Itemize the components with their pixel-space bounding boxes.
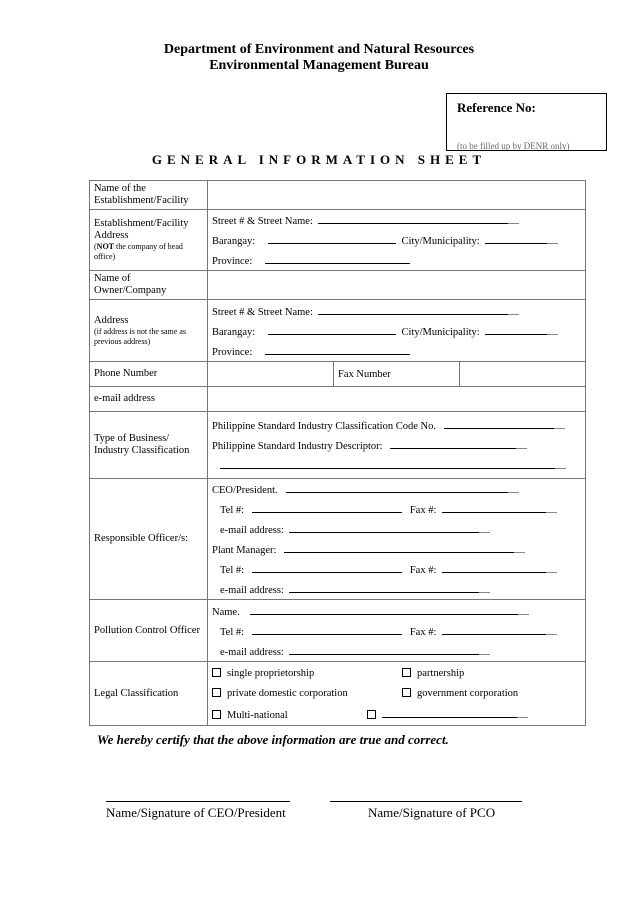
business-fields [208,412,586,479]
business-extra-line[interactable] [220,455,555,469]
pco-fax-field[interactable] [442,621,546,635]
checkbox-multi-national[interactable] [212,710,221,719]
checkbox-other[interactable] [367,710,376,719]
street-field[interactable] [318,210,508,224]
city-label: City/Municipality: [401,236,480,247]
ceo-email-field[interactable] [289,519,479,533]
opt-private-domestic: private domestic corporation [227,687,348,699]
plant-manager-tail [514,539,525,553]
officers-label: Responsible Officer/s: [90,479,208,600]
pco-email-tail [479,641,490,655]
pm-fax-field[interactable] [442,559,546,573]
other-tail [517,704,528,718]
note-bold: NOT [96,242,115,251]
pm-email-tail [479,579,490,593]
row-establishment-address [90,210,586,271]
pm-email-field[interactable] [289,579,479,593]
email-label: e-mail address [90,387,208,412]
email-field[interactable] [208,387,586,412]
row-establishment-name [90,181,586,210]
row-address [90,300,586,362]
psic-code-label: Philippine Standard Industry Classification Code No. [212,421,436,432]
pco-name-field[interactable] [250,601,518,615]
note-rest: the company of head office) [94,242,183,261]
ceo-signature-label: Name/Signature of CEO/President [106,805,286,820]
fax-field[interactable] [460,362,586,387]
checkbox-private-domestic[interactable] [212,688,221,697]
pco-signature-label: Name/Signature of PCO [368,805,496,820]
row-owner [90,271,586,300]
ceo-fax-field[interactable] [442,499,546,513]
city-field[interactable] [485,321,547,335]
barangay-label: Barangay: [212,326,256,338]
pm-tel-label: Tel #: [220,565,245,576]
business-label: Type of Business/ Industry Classification [90,412,208,479]
province-field[interactable] [265,341,410,355]
pco-email-label: e-mail address: [220,646,284,658]
legal-options [208,662,586,726]
opt-partnership: partnership [417,667,465,679]
ceo-fax-label: Fax #: [409,505,437,516]
address-label: Address [94,314,129,326]
street-label: Street # & Street Name: [212,216,313,227]
fax-label: Fax Number [334,362,460,387]
pco-label: Pollution Control Officer [90,600,208,662]
checkbox-government-corporation[interactable] [402,688,411,697]
ceo-email-label: e-mail address: [220,525,284,536]
barangay-field[interactable] [268,321,396,335]
street-field[interactable] [318,301,508,315]
note-open: ( [94,242,97,251]
header-department: Department of Environment and Natural Resources [163,42,475,57]
establishment-address-label-cell [90,210,208,271]
officers-fields [208,479,586,600]
pco-name-label: Name. [212,606,240,618]
psic-desc-field[interactable] [390,435,516,449]
row-phone-fax [90,362,586,387]
owner-label: Name of Owner/Company [90,271,208,300]
plant-manager-label: Plant Manager: [212,545,277,556]
ceo-tel-field[interactable] [252,499,402,513]
pco-fax-label: Fax #: [409,626,437,638]
barangay-field[interactable] [268,230,396,244]
address-note: (if address is not the same as previous address) [94,326,186,346]
province-label: Province: [212,256,253,267]
certification-statement: We hereby certify that the above information are true and correct. [97,732,449,747]
row-business [90,412,586,479]
address-fields [208,300,586,362]
pco-tel-label: Tel #: [220,626,245,638]
ceo-signature-line[interactable] [106,801,290,802]
phone-field[interactable] [208,362,334,387]
city-field-tail [547,230,558,244]
ceo-label: CEO/President. [212,485,278,496]
reference-note: (to be filled up by DENR only) [457,141,570,151]
pco-fields [208,600,586,662]
city-label: City/Municipality: [401,326,480,338]
pco-signature-line[interactable] [330,801,522,802]
information-form [89,180,586,726]
establishment-address-note [94,242,203,262]
ceo-email-tail [479,519,490,533]
plant-manager-field[interactable] [284,539,514,553]
city-field-tail [547,321,558,335]
row-email [90,387,586,412]
pm-fax-tail [546,559,557,573]
establishment-name-label: Name of the Establishment/Facility [90,181,208,210]
pco-name-tail [518,601,529,615]
pm-tel-field[interactable] [252,559,402,573]
barangay-label: Barangay: [212,236,256,247]
row-pco [90,600,586,662]
street-field-tail [508,301,519,315]
psic-code-field[interactable] [444,415,554,429]
checkbox-partnership[interactable] [402,668,411,677]
opt-government-corporation: government corporation [417,687,519,699]
street-field-tail [508,210,519,224]
legal-label: Legal Classification [90,662,208,726]
city-field[interactable] [485,230,547,244]
establishment-name-field[interactable] [208,181,586,210]
pm-email-label: e-mail address: [220,585,284,596]
ceo-fax-tail [546,499,557,513]
psic-desc-label: Philippine Standard Industry Descriptor: [212,441,383,452]
sheet-title: GENERAL INFORMATION SHEET [151,152,487,167]
address-label-cell [90,300,208,362]
pm-fax-label: Fax #: [409,565,437,576]
row-legal [90,662,586,726]
other-field[interactable] [382,704,517,718]
phone-label: Phone Number [90,362,208,387]
checkbox-single-proprietorship[interactable] [212,668,221,677]
business-extra-tail [555,455,566,469]
row-officers [90,479,586,600]
ceo-tail [508,479,519,493]
street-label: Street # & Street Name: [212,306,313,318]
pco-email-field[interactable] [289,641,479,655]
psic-code-tail [554,415,565,429]
pco-tel-field[interactable] [252,621,402,635]
ceo-field[interactable] [286,479,508,493]
pco-fax-tail [546,621,557,635]
reference-box [446,93,607,151]
opt-single-proprietorship: single proprietorship [227,667,315,679]
reference-label: Reference No: [457,100,536,115]
ceo-tel-label: Tel #: [220,505,245,516]
establishment-address-label: Establishment/Facility Address [94,218,189,241]
owner-field[interactable] [208,271,586,300]
province-label: Province: [212,346,253,358]
header-bureau: Environmental Management Bureau [209,58,429,73]
establishment-address-fields [208,210,586,271]
opt-multi-national: Multi-national [227,709,288,721]
province-field[interactable] [265,250,410,264]
psic-desc-tail [516,435,527,449]
